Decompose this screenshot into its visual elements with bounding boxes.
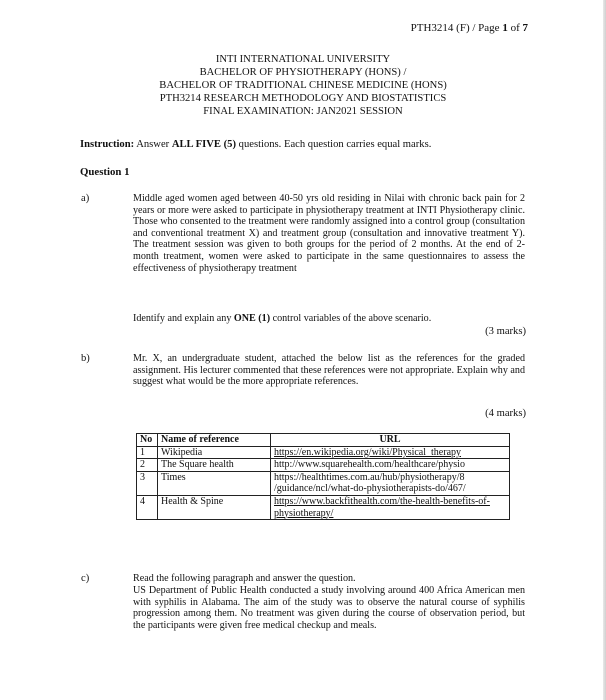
part-a-prompt-bold: ONE (1) (233, 313, 271, 324)
instruction-count: ALL FIVE (5) (171, 139, 236, 150)
part-a-prompt-post: control variables of the above scenario. (270, 313, 432, 324)
part-c-intro: Read the following paragraph and answer the question. (133, 573, 356, 584)
exam-session: FINAL EXAMINATION: JAN2021 SESSION (203, 106, 403, 117)
instruction-text-b: questions. Each question carries equal marks. (236, 139, 432, 150)
row-url: https://healthtimes.com.au/hub/physiotherapy/8 /guidance/ncl/what-do-physiotherapists-do/467/ (271, 471, 510, 495)
instruction-text-a: Answer (134, 139, 172, 150)
table-row (137, 446, 510, 459)
question-title: Question 1 (80, 166, 130, 178)
instruction (80, 139, 431, 150)
header-url: URL (271, 434, 510, 447)
page-number: 1 (502, 22, 508, 34)
row-url: http://www.squarehealth.com/healthcare/physio (271, 459, 510, 472)
row-no: 3 (137, 471, 158, 495)
table-header-row (137, 434, 510, 447)
references-table (136, 433, 510, 520)
table-row (137, 495, 510, 519)
row-no: 1 (137, 446, 158, 459)
row-no: 2 (137, 459, 158, 472)
row-name: The Square health (158, 459, 271, 472)
table-row (137, 471, 510, 495)
part-b-label: b) (81, 353, 90, 364)
row-url: https://en.wikipedia.org/wiki/Physical_therapy (271, 446, 510, 459)
part-a-paragraph: Middle aged women aged between 40-50 yrs old residing in Nilai with chronic back pain for 2 years or more were asked to participate in physiotherapy treatment at INTI Physiotherapy clinic. Those who consented to the treatment were randomly assigned into a control group (consultation and conventional treatment X) and treatment group (consultation and innovative treatment Y). The treatment session was given to both groups for the period of 2 months. At the end of 2-month treatment, women were asked to participate in the same questionnaires to assess the effectiveness of physiotherapy treatment (133, 193, 525, 274)
part-a-prompt-pre: Identify and explain any (133, 313, 234, 324)
total-pages: 7 (522, 22, 528, 34)
header-name: Name of reference (158, 434, 271, 447)
program-line-1: BACHELOR OF PHYSIOTHERAPY (HONS) / (199, 67, 407, 78)
part-b-paragraph: Mr. X, an undergraduate student, attached the below list as the references for the graded assignment. His lecturer commented that these references were not appropriate. Explain why and suggest what would be the more appropriate references. (133, 353, 525, 388)
row-name: Health & Spine (158, 495, 271, 519)
row-name: Times (158, 471, 271, 495)
header-no: No (137, 434, 158, 447)
page-header (411, 22, 528, 34)
instruction-label: Instruction: (80, 139, 135, 150)
part-a-label: a) (81, 193, 90, 204)
part-b-marks: (4 marks) (485, 408, 526, 419)
table-row (137, 459, 510, 472)
exam-title-block (0, 53, 606, 118)
row-url: https://www.backfithealth.com/the-health-benefits-of-physiotherapy/ (271, 495, 510, 519)
part-a-marks: (3 marks) (485, 326, 526, 337)
university-name: INTI INTERNATIONAL UNIVERSITY (215, 54, 391, 65)
course-title: PTH3214 RESEARCH METHODOLOGY AND BIOSTATISTICS (159, 93, 447, 104)
part-c-paragraph: US Department of Public Health conducted a study involving around 400 Africa American men with syphilis in Alabama. The aim of the study was to observe the natural course of syphilis progression among them. No treatment was given during the course of observation period, but the participants were given free medical checkup and meals. (133, 585, 525, 631)
part-c-label: c) (81, 573, 90, 584)
course-code-label: PTH3214 (F) / Page (410, 22, 503, 34)
row-no: 4 (137, 495, 158, 519)
part-a-prompt (133, 313, 525, 325)
of-label: of (507, 22, 523, 34)
program-line-2: BACHELOR OF TRADITIONAL CHINESE MEDICINE (HONS) (159, 80, 447, 91)
row-name: Wikipedia (158, 446, 271, 459)
